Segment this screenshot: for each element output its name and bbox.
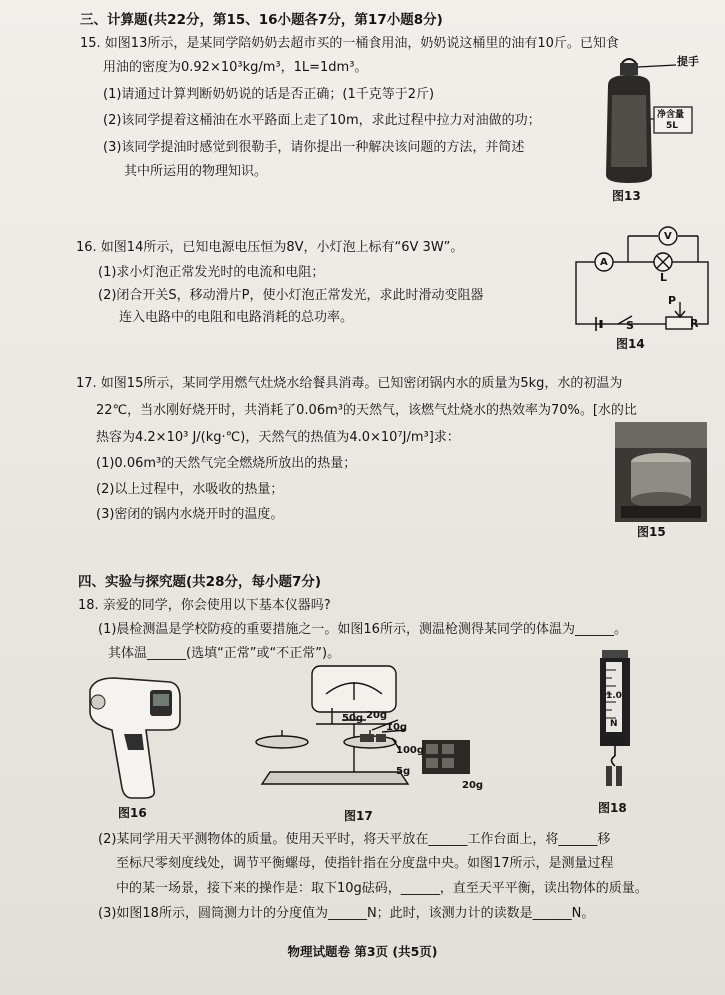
q16-part2a: (2)闭合开关S，移动滑片P，使小灯泡正常发光，求此时滑动变阻器 (98, 288, 484, 303)
switch-label: S (626, 319, 634, 332)
weight-20g-label-bottom: 20g (462, 780, 484, 791)
resistor-label: R (690, 317, 699, 330)
figure-15-pot-photo (615, 422, 707, 522)
lamp-label: L (660, 271, 668, 284)
figure-14-caption: 图14 (616, 337, 645, 351)
figure-16-caption: 图16 (118, 806, 147, 820)
figure-13-oil-bottle (598, 55, 713, 195)
q17-part2: (2)以上过程中，水吸收的热量； (96, 482, 284, 497)
figure-17-caption: 图17 (344, 809, 373, 823)
figure-18-caption: 图18 (598, 801, 627, 815)
q17-part3: (3)密闭的锅内水烧开时的温度。 (96, 507, 284, 522)
q15-part1: (1)请通过计算判断奶奶说的话是否正确；(1千克等于2斤) (103, 87, 435, 102)
page-footer: 物理试题卷 第3页 (共5页) (287, 944, 438, 959)
handle-label: 提手 (677, 55, 699, 68)
q15-part2: (2)该同学提着这桶油在水平路面上走了10m，求此过程中拉力对油做的功； (103, 113, 541, 128)
q18-part1a: (1)晨检测温是学校防疫的重要措施之一。如图16所示，测温枪测得某同学的体温为______。 (98, 622, 627, 637)
q15-line1: 15. 如图13所示，是某同学陪奶奶去超市买的一桶食用油，奶奶说这桶里的油有10斤。已知食 (80, 36, 619, 51)
figure-16-thermometer-gun (84, 672, 184, 802)
q18-part1b: 其体温______(选填“正常”或“不正常”)。 (108, 646, 341, 661)
weight-50g-label: 50g (342, 713, 364, 724)
q16-part1: (1)求小灯泡正常发光时的电流和电阻； (98, 265, 325, 280)
net-content-label: 净含量 (657, 110, 685, 120)
figure-17-balance (250, 660, 490, 805)
q15-line2: 用油的密度为0.92×10³kg/m³，1L=1dm³。 (103, 60, 368, 75)
q18-part2c: 中的某一场景，接下来的操作是：取下10g砝码，______，直至天平平衡，读出物体的质量。 (116, 881, 648, 896)
net-content-volume: 5L (666, 121, 678, 131)
q15-part3b: 其中所运用的物理知识。 (124, 164, 268, 179)
section-4-heading: 四、实验与探究题(共28分，每小题7分) (78, 574, 322, 590)
q17-line1: 17. 如图15所示，某同学用燃气灶烧水给餐具消毒。已知密闭锅内水的质量为5kg，水的初温为 (76, 376, 623, 391)
ammeter-label: A (600, 257, 608, 268)
weight-20g-label-top: 20g (366, 710, 388, 721)
spring-scale-tick: 1.0 (606, 691, 622, 701)
weight-10g-label: 10g (386, 722, 408, 733)
q17-line2: 22℃，当水刚好烧开时，共消耗了0.06m³的天然气，该燃气灶烧水的热效率为70%。[水的比 (96, 403, 637, 418)
q18-part2a: (2)某同学用天平测物体的质量。使用天平时，将天平放在______工作台面上，将______移 (98, 832, 611, 847)
weight-100g-label: 100g (396, 745, 425, 756)
q17-part1: (1)0.06m³的天然气完全燃烧所放出的热量； (96, 456, 357, 471)
section-3-heading: 三、计算题(共22分，第15、16小题各7分，第17小题8分) (80, 12, 443, 28)
q18-part2b: 至标尺零刻度线处，调节平衡螺母，使指针指在分度盘中央。如图17所示，是测量过程 (116, 856, 614, 871)
q18-part3: (3)如图18所示，圆筒测力计的分度值为______N；此时，该测力计的读数是______N。 (98, 906, 595, 921)
q16-part2b: 连入电路中的电阻和电路消耗的总功率。 (119, 310, 354, 325)
spring-scale-unit: N (610, 719, 618, 729)
figure-13-caption: 图13 (612, 189, 641, 203)
slider-label: P (668, 294, 677, 307)
voltmeter-label: V (664, 231, 672, 242)
q18-line1: 18. 亲爱的同学，你会使用以下基本仪器吗? (78, 598, 331, 613)
q15-part3a: (3)该同学提油时感觉到很勒手，请你提出一种解决该问题的方法，并简述 (103, 140, 525, 155)
figure-15-caption: 图15 (637, 525, 666, 539)
q17-line3: 热容为4.2×10³ J/(kg·℃)，天然气的热值为4.0×10⁷J/m³]求： (96, 430, 460, 445)
weight-5g-label: 5g (396, 766, 411, 777)
q16-line1: 16. 如图14所示，已知电源电压恒为8V，小灯泡上标有“6V 3W”。 (76, 240, 464, 255)
